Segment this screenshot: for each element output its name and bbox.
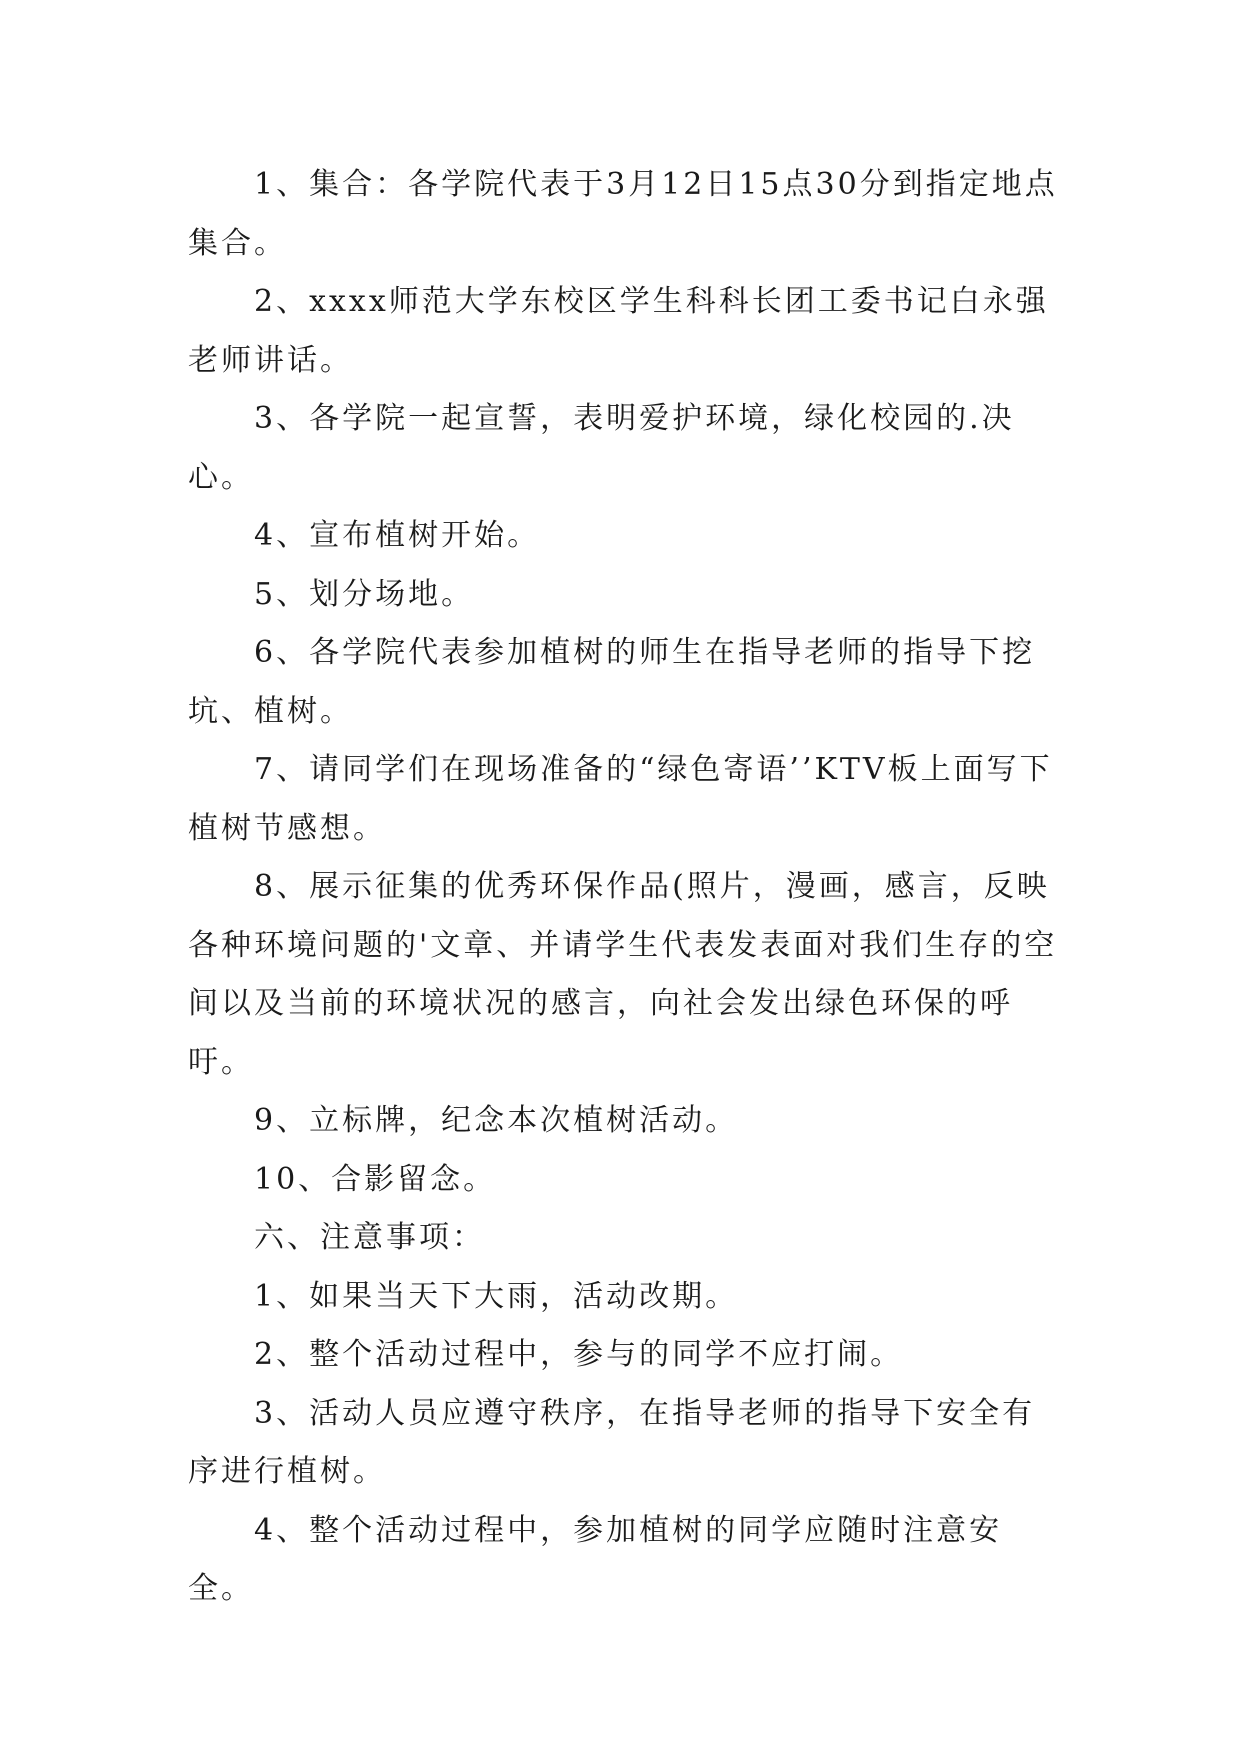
paragraph-note-4: 4、整个活动过程中，参加植树的同学应随时注意安全。 [188,1512,1003,1606]
paragraph-step-1: 1、集合：各学院代表于3月12日15点30分到指定地点集合。 [188,167,1058,261]
paragraph-step-5: 5、划分场地。 [254,576,475,612]
paragraph-step-6: 6、各学院代表参加植树的师生在指导老师的指导下挖坑、植树。 [188,635,1036,729]
paragraph-step-2: 2、xxxx师范大学东校区学生科科长团工委书记白永强老师讲话。 [188,284,1049,378]
section-heading-notes: 六、注意事项： [254,1220,485,1255]
paragraph-step-4: 4、宣布植树开始。 [254,518,541,553]
paragraph-step-10: 10、合影留念。 [254,1161,497,1197]
paragraph-step-7: 7、请同学们在现场准备的“绿色寄语’’KTV板上面写下植树节感想。 [188,752,1053,846]
paragraph-note-1: 1、如果当天下大雨，活动改期。 [254,1278,739,1314]
paragraph-step-3: 3、各学院一起宣誓，表明爱护环境，绿化校园的.决心。 [188,401,1015,495]
document-body [188,156,1068,1619]
paragraph-step-8: 8、展示征集的优秀环保作品(照片，漫画，感言，反映各种环境问题的'文章、并请学生代表发表面对我们生存的空间以及当前的环境状况的感言，向社会发出绿色环保的呼吁。 [188,869,1058,1080]
paragraph-step-9: 9、立标牌，纪念本次植树活动。 [254,1103,739,1138]
paragraph-note-2: 2、整个活动过程中，参与的同学不应打闹。 [254,1337,904,1372]
paragraph-note-3: 3、活动人员应遵守秩序，在指导老师的指导下安全有序进行植树。 [188,1395,1036,1489]
